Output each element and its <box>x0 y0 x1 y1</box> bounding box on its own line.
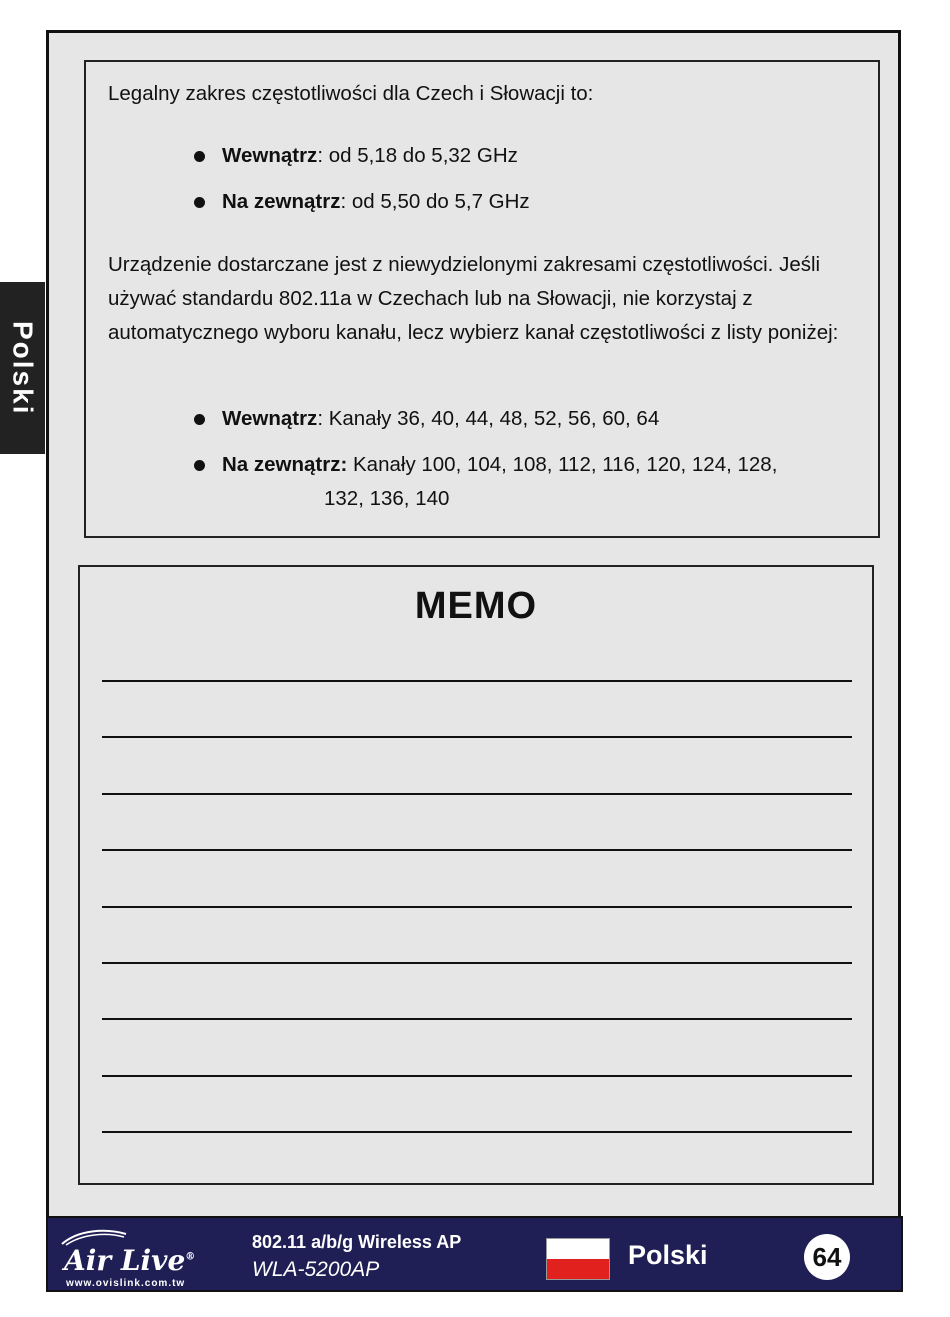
page-number-badge: 64 <box>804 1234 850 1280</box>
memo-line <box>102 849 852 851</box>
memo-line <box>102 680 852 682</box>
memo-line <box>102 906 852 908</box>
memo-line <box>102 1075 852 1077</box>
channel-values: Kanały 100, 104, 108, 112, 116, 120, 124, 128, <box>347 453 778 476</box>
list-item <box>86 448 866 516</box>
range-separator: : <box>317 144 324 167</box>
side-tab-label: Polski <box>7 320 39 416</box>
range-label: Na zewnątrz <box>222 190 341 213</box>
channel-list <box>86 402 866 516</box>
language-side-tab <box>0 282 45 454</box>
intro-text: Legalny zakres częstotliwości dla Czech i Słowacji to: <box>108 82 594 105</box>
logo-url: www.ovislink.com.tw <box>66 1278 186 1289</box>
footer-language: Polski <box>628 1240 708 1270</box>
list-item <box>86 139 866 173</box>
bullet-icon <box>194 460 205 471</box>
airlive-logo <box>56 1226 221 1289</box>
frequency-range-list <box>86 139 866 219</box>
memo-line <box>102 793 852 795</box>
bullet-icon <box>194 414 205 425</box>
poland-flag-icon <box>546 1238 610 1280</box>
range-value: od 5,18 do 5,32 GHz <box>323 144 518 167</box>
channel-values-continued: 132, 136, 140 <box>324 487 450 510</box>
memo-line <box>102 962 852 964</box>
bullet-icon <box>194 197 205 208</box>
bullet-icon <box>194 151 205 162</box>
memo-line <box>102 1018 852 1020</box>
memo-box <box>78 565 874 1185</box>
list-item <box>86 402 866 436</box>
model-name: WLA-5200AP <box>252 1258 380 1281</box>
channel-values: : Kanały 36, 40, 44, 48, 52, 56, 60, 64 <box>317 407 660 430</box>
channel-label: Wewnątrz <box>222 407 318 430</box>
memo-line <box>102 1131 852 1133</box>
memo-title: MEMO <box>414 585 538 627</box>
product-line: 802.11 a/b/g Wireless AP <box>252 1232 462 1252</box>
memo-line <box>102 736 852 738</box>
list-item <box>86 185 866 219</box>
range-label: Wewnątrz <box>222 144 318 167</box>
logo-name: Air Live® <box>64 1244 196 1277</box>
channel-advice-text: Urządzenie dostarczane jest z niewydzielonymi zakresami częstotliwości. Jeśli używać standardu 802.11a w Czechach lub na Słowacji, nie korzystaj z automatycznego wyboru kanału, lecz wybierz kanał częstotliwości z listy poniżej: <box>108 253 839 344</box>
frequency-info-box <box>84 60 880 538</box>
range-separator: : <box>340 190 347 213</box>
range-value: od 5,50 do 5,7 GHz <box>346 190 530 213</box>
footer-bar <box>46 1216 903 1292</box>
channel-label: Na zewnątrz: <box>222 453 348 476</box>
